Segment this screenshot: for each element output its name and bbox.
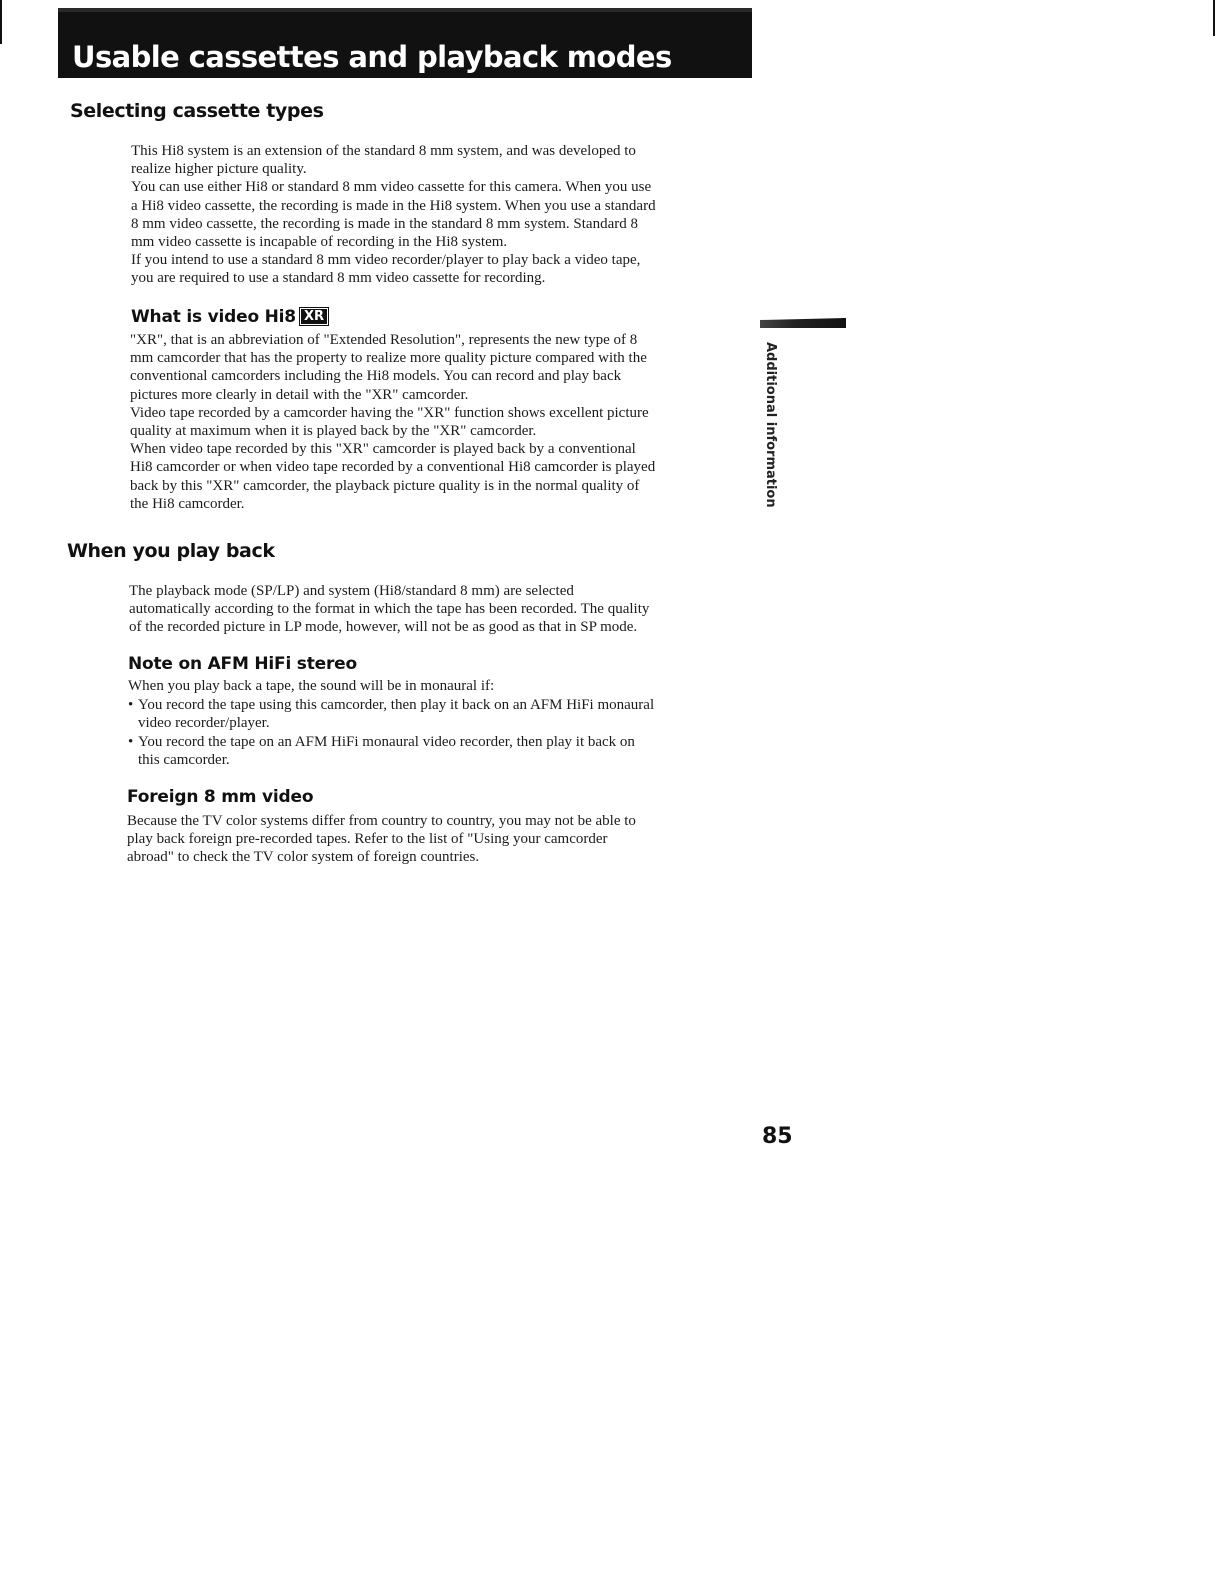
xr-logo-badge: XR: [301, 309, 327, 324]
scan-edge-mark-left: [0, 0, 2, 44]
afm-conditions-list: [128, 696, 654, 770]
heading-foreign-8mm-video: Foreign 8 mm video: [127, 787, 314, 807]
page-number: 85: [762, 1124, 793, 1149]
page-title: Usable cassettes and playback modes: [72, 40, 672, 74]
heading-note-on-afm-hifi-stereo: Note on AFM HiFi stereo: [128, 654, 357, 674]
heading-selecting-cassette-types: Selecting cassette types: [70, 100, 324, 122]
heading-when-you-play-back: When you play back: [67, 540, 275, 562]
paragraph-selecting-cassette-types: This Hi8 system is an extension of the standard 8 mm system, and was developed to realize higher picture quality. You can use either Hi8 or standard 8 mm video cassette for this camera. When you use a Hi8 video cassette, the recording is made in the Hi8 system. When you use a standard 8 mm video cassette, the recording is made in the standard 8 mm system. Standard 8 mm video cassette is incapable of recording in the Hi8 system. If you intend to use a standard 8 mm video recorder/player to play back a video tape, you are required to use a standard 8 mm video cassette for recording.: [131, 143, 656, 287]
paragraph-foreign-8mm-video: Because the TV color systems differ from country to country, you may not be able to play back foreign pre-recorded tapes. Refer to the list of "Using your camcorder abroad" to check the TV color system of foreign countries.: [127, 813, 636, 866]
page-title-banner: [58, 8, 752, 78]
scan-edge-mark-right: [1213, 0, 1215, 36]
paragraph-what-is-video-hi8-xr: "XR", that is an abbreviation of "Extended Resolution", represents the new type of 8 mm camcorder that has the property to realize more quality picture compared with the conventional camcorders including the Hi8 models. You can record and play back pictures more clearly in detail with the "XR" camcorder. Video tape recorded by a camcorder having the "XR" function shows excellent picture quality at maximum when it is played back by the "XR" camcorder. When video tape recorded by this "XR" camcorder is played back by a conventional Hi8 camcorder or when video tape recorded by a conventional Hi8 camcorder is played back by this "XR" camcorder, the playback picture quality is in the normal quality of the Hi8 camcorder.: [130, 332, 656, 512]
heading-what-is-video-hi8-text: What is video Hi8: [131, 307, 296, 327]
paragraph-afm-intro: When you play back a tape, the sound will be in monaural if:: [128, 678, 495, 694]
list-item: • You record the tape using this camcorder, then play it back on an AFM HiFi monaural video recorder/player.: [128, 696, 654, 733]
section-tab-label: Additional information: [763, 342, 778, 508]
list-item: • You record the tape on an AFM HiFi monaural video recorder, then play it back on this camcorder.: [128, 733, 654, 770]
section-tab-marker: [760, 318, 846, 328]
paragraph-when-you-play-back: The playback mode (SP/LP) and system (Hi8/standard 8 mm) are selected automatically according to the format in which the tape has been recorded. The quality of the recorded picture in LP mode, however, will not be as good as that in SP mode.: [129, 583, 650, 636]
heading-what-is-video-hi8-xr: [131, 307, 327, 327]
